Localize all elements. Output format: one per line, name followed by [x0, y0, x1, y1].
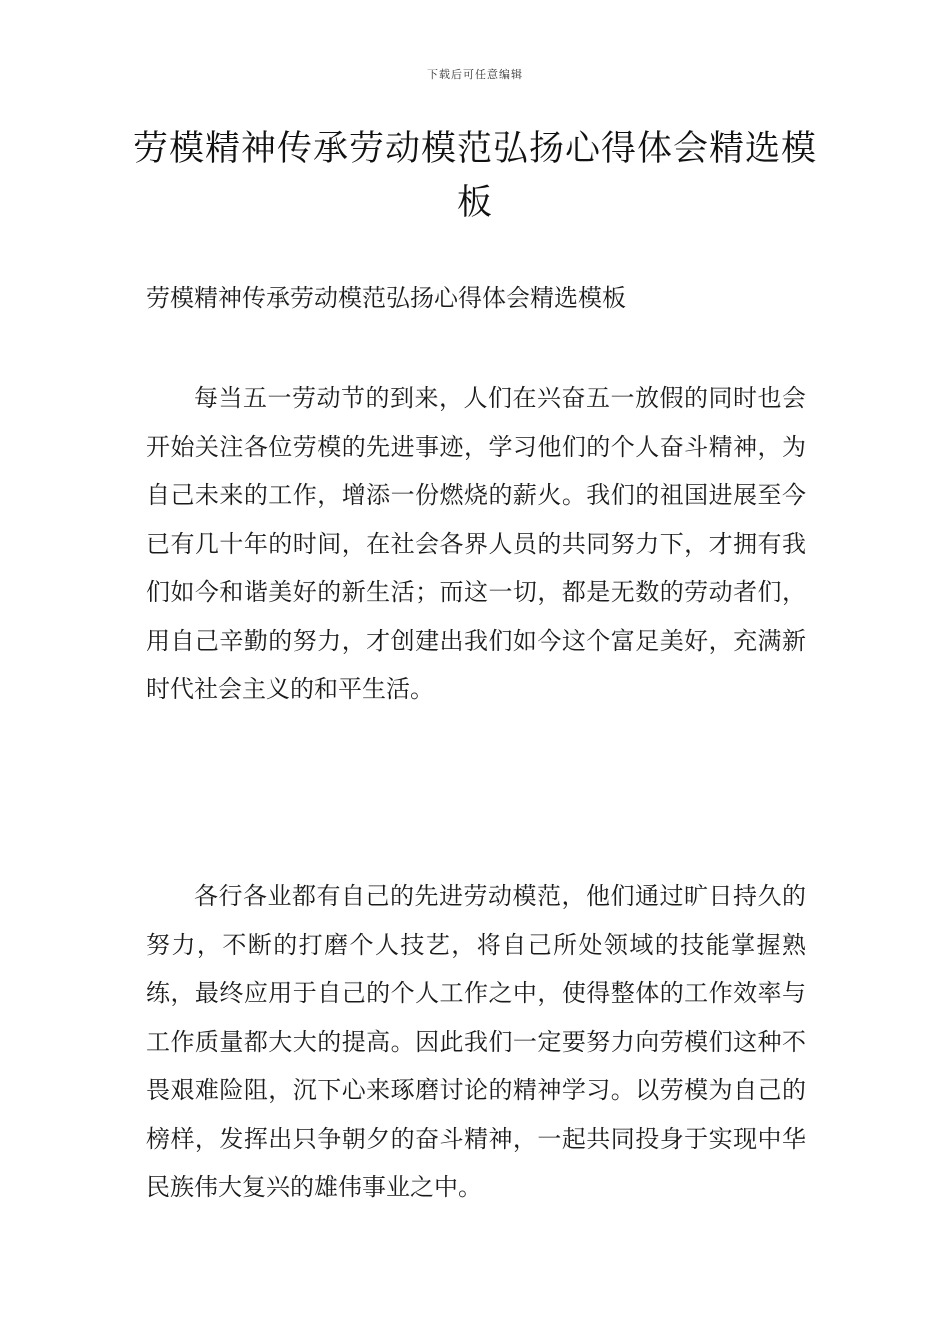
body-paragraph-2: 各行各业都有自己的先进劳动模范，他们通过旷日持久的努力，不断的打磨个人技艺，将自己所处领域的技能掌握熟练，最终应用于自己的个人工作之中，使得整体的工作效率与工作质量都大大的提高。因此我们一定要努力向劳模们这种不畏艰难险阻，沉下心来琢磨讨论的精神学习。以劳模为自己的榜样，发挥出只争朝夕的奋斗精神，一起共同投身于实现中华民族伟大复兴的雄伟事业之中。: [146, 882, 806, 1201]
document-title: 劳模精神传承劳动模范弘扬心得体会精选模板: [132, 129, 817, 223]
document-subtitle: 劳模精神传承劳动模范弘扬心得体会精选模板: [146, 284, 626, 312]
header-note: 下载后可任意编辑: [427, 68, 523, 81]
body-paragraph-1: 每当五一劳动节的到来，人们在兴奋五一放假的同时也会开始关注各位劳模的先进事迹，学习他们的个人奋斗精神，为自己未来的工作，增添一份燃烧的薪火。我们的祖国进展至今已有几十年的时间，在社会各界人员的共同努力下，才拥有我们如今和谐美好的新生活；而这一切，都是无数的劳动者们，用自己辛勤的努力，才创建出我们如今这个富足美好，充满新时代社会主义的和平生活。: [146, 384, 806, 703]
